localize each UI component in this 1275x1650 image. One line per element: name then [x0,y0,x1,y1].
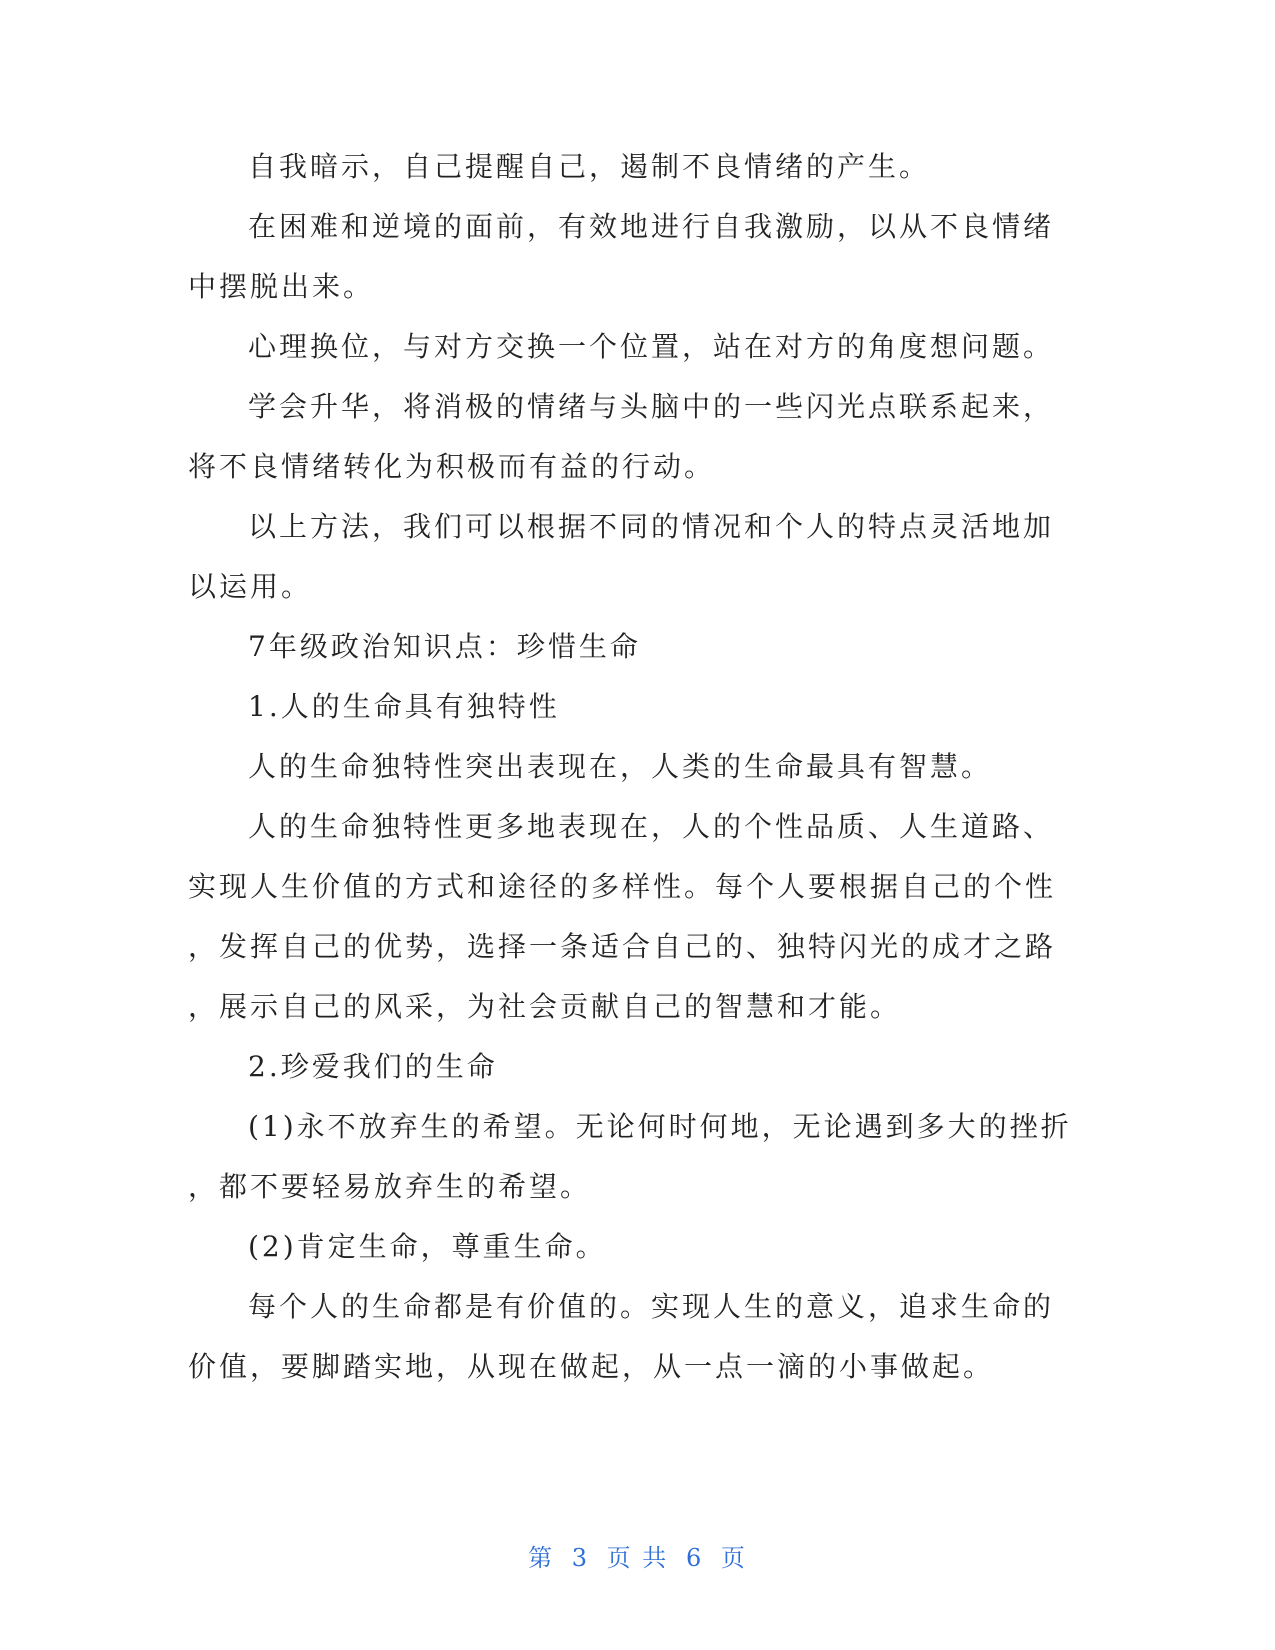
text-line: 以运用。 [188,570,313,603]
footer-prefix: 第 [528,1544,555,1572]
text-line: 1.人的生命具有独特性 [248,690,560,723]
current-page-number: 3 [571,1544,590,1572]
text-line: 7年级政治知识点：珍惜生命 [248,630,641,663]
paragraph [188,797,1068,1037]
paragraph [188,1097,1072,1217]
text-line: 2.珍爱我们的生命 [248,1050,498,1083]
footer-suffix: 页 [720,1544,747,1572]
footer-middle: 页 共 [606,1544,669,1572]
paragraph [188,1217,1068,1277]
paragraph [188,197,1068,317]
text-line: (2)肯定生命，尊重生命。 [248,1230,607,1263]
text-line: ，都不要轻易放弃生的希望。 [188,1170,592,1203]
text-line: 心理换位，与对方交换一个位置，站在对方的角度想问题。 [248,330,1055,363]
text-line: 自我暗示，自己提醒自己，遏制不良情绪的产生。 [248,150,931,183]
text-line: (1)永不放弃生的希望。无论何时何地，无论遇到多大的挫折 [248,1110,1072,1143]
paragraph [188,497,1068,617]
section-heading [188,617,1068,677]
subsection-heading [188,1037,1068,1097]
text-line: ，发挥自己的优势，选择一条适合自己的、独特闪光的成才之路 [188,930,1057,963]
text-line: 人的生命独特性突出表现在，人类的生命最具有智慧。 [248,750,993,783]
text-line: 以上方法，我们可以根据不同的情况和个人的特点灵活地加 [248,510,1055,543]
paragraph [188,737,1068,797]
text-line: ，展示自己的风采，为社会贡献自己的智慧和才能。 [188,990,902,1023]
page-footer [0,1538,1275,1573]
text-line: 在困难和逆境的面前，有效地进行自我激励，以从不良情绪 [248,210,1055,243]
subsection-heading [188,677,1068,737]
paragraph [188,317,1068,377]
text-line: 人的生命独特性更多地表现在，人的个性品质、人生道路、 [248,810,1055,843]
text-line: 学会升华，将消极的情绪与头脑中的一些闪光点联系起来， [248,390,1055,423]
text-line: 中摆脱出来。 [188,270,375,303]
document-body [188,137,1072,1397]
paragraph [188,1277,1068,1397]
text-line: 价值，要脚踏实地，从现在做起，从一点一滴的小事做起。 [188,1350,995,1383]
paragraph [188,377,1068,497]
text-line: 实现人生价值的方式和途径的多样性。每个人要根据自己的个性 [188,870,1057,903]
total-page-count: 6 [685,1544,704,1572]
paragraph [188,137,1068,197]
text-line: 每个人的生命都是有价值的。实现人生的意义，追求生命的 [248,1290,1055,1323]
text-line: 将不良情绪转化为积极而有益的行动。 [188,450,716,483]
